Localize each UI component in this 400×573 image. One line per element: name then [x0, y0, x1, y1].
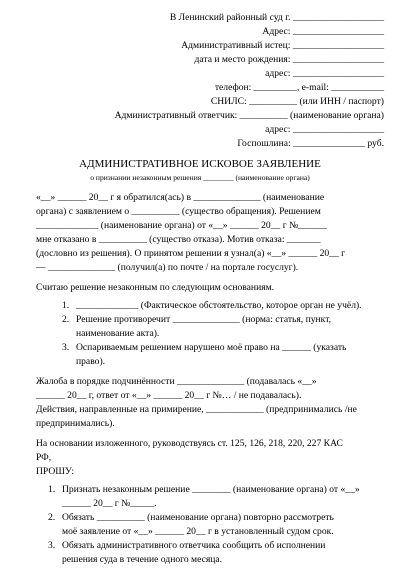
ground-item-3: [62, 342, 346, 353]
request-item-1: [48, 484, 360, 495]
list-text: _____________ (Фактическое обстоятельство, которое орган не учёл).: [76, 300, 362, 311]
duty-line: Госпошлина: _______________ руб.: [237, 138, 384, 149]
snils-line: СНИЛС: __________ (или ИНН / паспорт): [210, 96, 384, 107]
para4-line: РФ,: [36, 452, 52, 463]
para1-line: органа) с заявлением о __________ (существо обращения). Решением: [36, 206, 321, 217]
para3-line: Действия, направленные на примирение, ____________ (предпринимались /не: [36, 404, 357, 415]
respondent-line: Административный ответчик: __________ (наименование органа): [114, 110, 384, 121]
grounds-intro: Считаю решение незаконным по следующим основаниям.: [36, 282, 275, 293]
list-text: Решение противоречит ______________ (норма: статья, пункт,: [76, 314, 332, 325]
list-number: 2.: [62, 314, 70, 325]
para1-line: «__» ______ 20__ г я обратился(ась) в ______________ (наименование: [36, 192, 325, 203]
list-number: 1.: [62, 300, 70, 311]
request-item-1-cont: ______ 20__ г №_____.: [62, 498, 157, 509]
address-line-2: адрес: ___________________: [265, 68, 384, 79]
list-number: 3.: [48, 540, 56, 551]
ground-item-2-cont: наименование акта).: [76, 328, 160, 339]
para1-line: _____________ (наименование органа) от «__» ______ 20__ г №______: [36, 220, 327, 231]
request-item-3: [48, 540, 325, 551]
list-text: Обязать административного ответчика сообщить об исполнении: [62, 540, 326, 551]
para3-line: ______ 20__ г, ответ от «__» ______ 20__ г №… / не подавалась).: [36, 390, 302, 401]
para4-line: На основании изложенного, руководствуясь ст. 125, 126, 218, 220, 227 КАС: [36, 438, 343, 449]
request-item-2: [48, 512, 334, 523]
court-line: В Ленинский районный суд г. ___________________: [169, 12, 384, 23]
birth-line: дата и место рождения: ___________________: [194, 54, 384, 65]
phone-line: телефон: _________, e-mail: ___________: [214, 82, 384, 93]
para3-line: Жалоба в порядке подчинённости ______________ (подавалась «__»: [36, 376, 317, 387]
list-text: Оспариваемым решением нарушено моё право на ______ (указать: [76, 342, 347, 353]
list-number: 2.: [48, 512, 56, 523]
ground-item-3-cont: право).: [76, 356, 106, 367]
para1-line: мне отказано в __________ (существо отказа). Мотив отказа: _______: [36, 234, 321, 245]
prosu-heading: ПРОШУ:: [36, 466, 75, 477]
para1-line: — ______________ (получил(а) по почте / на портале госуслуг).: [36, 262, 299, 273]
ground-item-1: [62, 300, 362, 311]
address-line-1: Адрес: ___________________: [262, 26, 384, 37]
address-line-3: адрес: ___________________: [265, 124, 384, 135]
plaintiff-line: Административный истец: ___________________: [181, 40, 384, 51]
list-text: Признать незаконным решение ________ (наименование органа) от «__»: [62, 484, 360, 495]
para3-line: предпринимались).: [36, 418, 115, 429]
document-subtitle: о признании незаконным решения ________ (наименование органа): [90, 173, 310, 182]
list-text: Обязать __________ (наименование органа) повторно рассмотреть: [62, 512, 334, 523]
para1-line: (дословно из решения). О принятом решении я узнал(а) «__» ______ 20__ г: [36, 248, 346, 259]
request-item-2-cont: моё заявление от «__» ______ 20__ г в установленный судом срок.: [62, 526, 334, 537]
request-item-3-cont: решения суда в течение одного месяца.: [62, 554, 223, 565]
document-title: АДМИНИСТРАТИВНОЕ ИСКОВОЕ ЗАЯВЛЕНИЕ: [79, 158, 321, 170]
list-number: 1.: [48, 484, 56, 495]
list-number: 3.: [62, 342, 70, 353]
ground-item-2: [62, 314, 331, 325]
